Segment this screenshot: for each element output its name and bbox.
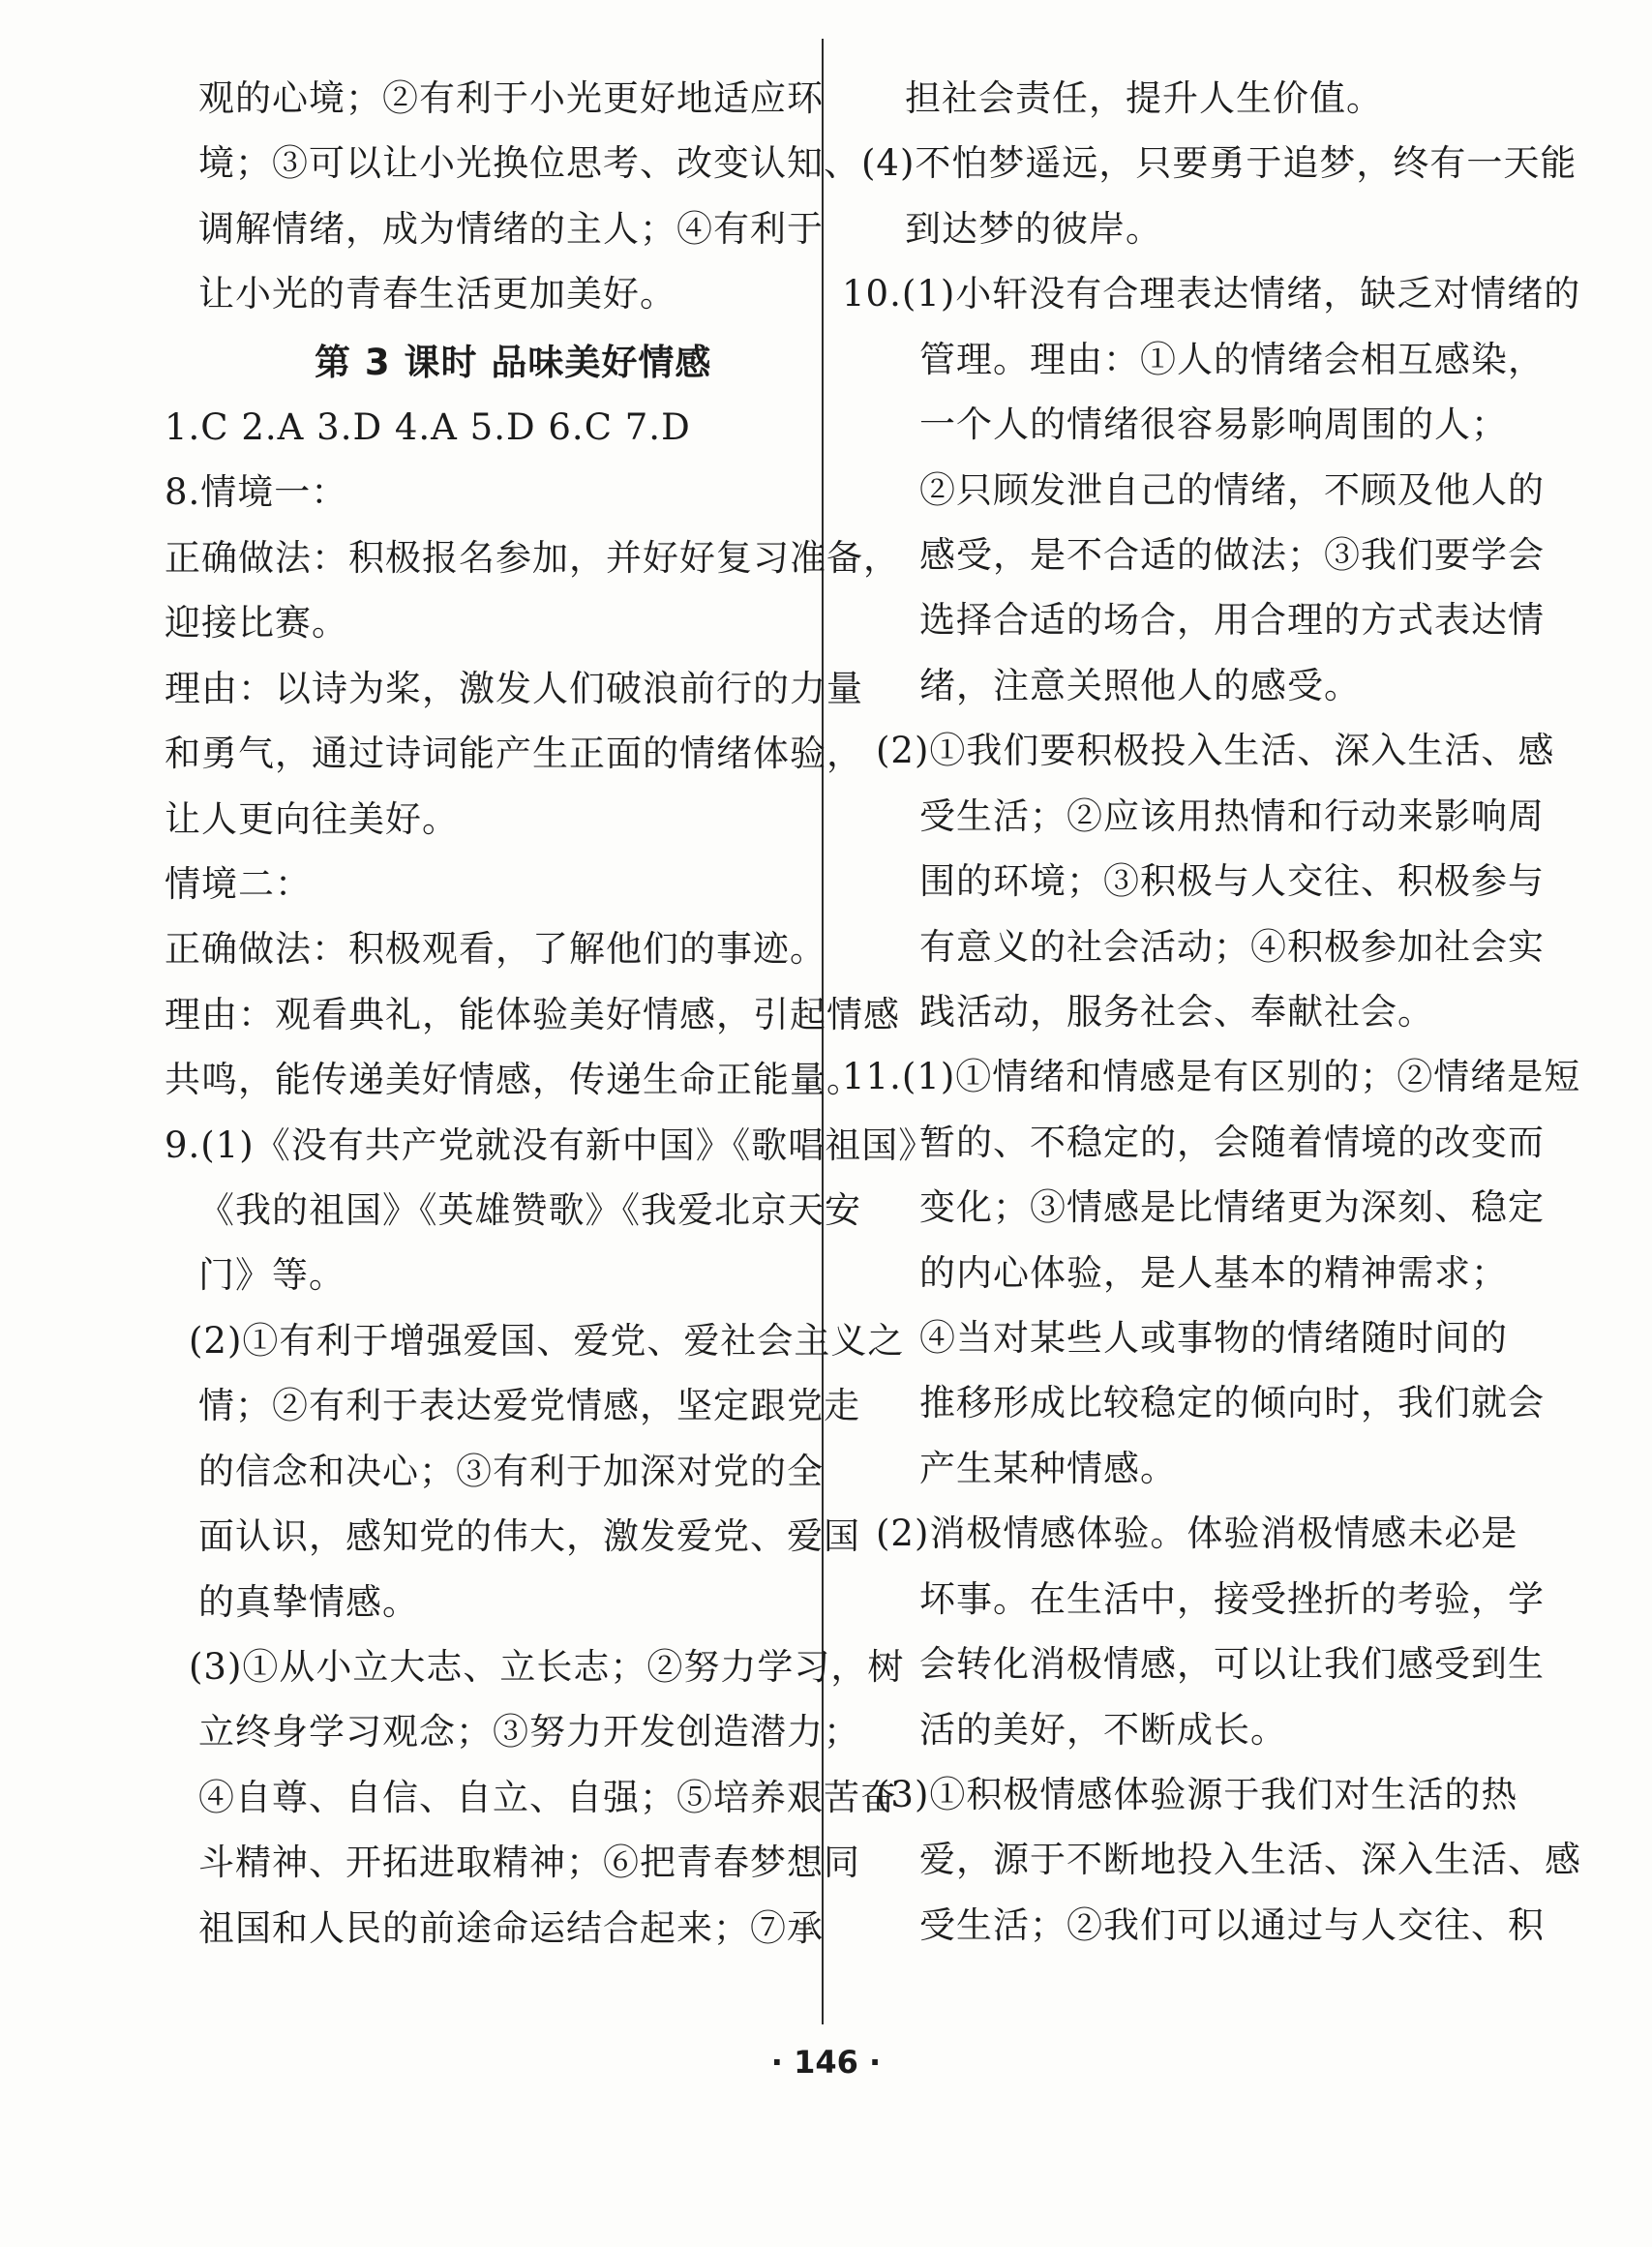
text-line: 绪，注意关照他人的感受。 [919,665,1361,706]
text-line: 理由：观看典礼，能体验美好情感，引起情感 [165,994,900,1035]
text-line: 境；③可以让小光换位思考、改变认知、 [198,142,860,184]
text-line: 祖国和人民的前途命运结合起来；⑦承 [198,1907,824,1949]
text-line: 11.(1)①情绪和情感是有区别的；②情绪是短 [842,1056,1581,1097]
text-line: 共鸣，能传递美好情感，传递生命正能量。 [165,1059,863,1100]
text-line: 到达梦的彼岸。 [905,208,1162,250]
text-line: (2)①有利于增强爱国、爱党、爱社会主义之 [189,1320,905,1362]
text-line: (4)不怕梦遥远，只要勇于追梦，终有一天能 [861,142,1577,184]
text-line: 正确做法：积极观看，了解他们的事迹。 [165,928,826,970]
text-line: ④自尊、自信、自立、自强；⑤培养艰苦奋 [198,1777,897,1818]
text-line: 的真挚情感。 [198,1581,419,1623]
text-line: 一个人的情绪很容易影响周围的人； [919,404,1508,445]
text-line: 的内心体验，是人基本的精神需求； [919,1252,1508,1294]
text-line: ④当对某些人或事物的情绪随时间的 [919,1317,1508,1359]
text-line: 有意义的社会活动；④积极参加社会实 [919,926,1545,968]
text-line: 产生某种情感。 [919,1448,1177,1489]
text-line: 变化；③情感是比情绪更为深刻、稳定 [919,1186,1545,1228]
text-line: 面认识，感知党的伟大，激发爱党、爱国 [198,1515,860,1557]
text-line: 情境二： [165,863,312,905]
text-line: (2)①我们要积极投入生活、深入生活、感 [876,730,1555,771]
text-line: 坏事。在生活中，接受挫折的考验，学 [919,1578,1545,1620]
text-line: 8.情境一： [165,471,348,513]
text-line: 暂的、不稳定的，会随着情境的改变而 [919,1122,1545,1163]
text-line: 爱，源于不断地投入生活、深入生活、感 [919,1839,1581,1880]
text-line: (2)消极情感体验。体验消极情感未必是 [876,1513,1518,1554]
text-line: 《我的祖国》《英雄赞歌》《我爱北京天安 [198,1189,861,1231]
text-line: 正确做法：积极报名参加，并好好复习准备， [165,537,900,579]
text-line: 管理。理由：①人的情绪会相互感染， [919,339,1545,380]
text-line: (3)①积极情感体验源于我们对生活的热 [876,1774,1518,1815]
text-line: 推移形成比较稳定的倾向时，我们就会 [919,1382,1545,1423]
text-line: 9.(1)《没有共产党就没有新中国》《歌唱祖国》 [165,1124,936,1166]
text-line: 让人更向往美好。 [165,798,459,840]
text-line: 活的美好，不断成长。 [919,1709,1287,1751]
text-line: 担社会责任，提升人生价值。 [905,77,1383,119]
text-line: 迎接比赛。 [165,602,348,644]
text-line: 调解情绪，成为情绪的主人；④有利于 [198,208,824,250]
text-line: 选择合适的场合，用合理的方式表达情 [919,599,1545,641]
text-line: 会转化消极情感，可以让我们感受到生 [919,1643,1545,1685]
text-line: 让小光的青春生活更加美好。 [198,273,676,315]
text-line: ②只顾发泄自己的情绪，不顾及他人的 [919,469,1545,511]
text-line: 受生活；②我们可以通过与人交往、积 [919,1904,1545,1946]
text-line: (3)①从小立大志、立长志；②努力学习，树 [189,1646,905,1688]
text-line: 斗精神、开拓进取精神；⑥把青春梦想同 [198,1842,860,1883]
text-line: 理由：以诗为桨，激发人们破浪前行的力量 [165,668,863,709]
section-heading: 第 3 课时 品味美好情感 [315,342,712,383]
text-line: 感受，是不合适的做法；③我们要学会 [919,534,1545,576]
text-line: 践活动，服务社会、奉献社会。 [919,991,1434,1033]
answer-list: 1.C 2.A 3.D 4.A 5.D 6.C 7.D [165,406,691,448]
page-number: · 146 · [770,2044,882,2081]
text-line: 观的心境；②有利于小光更好地适应环 [198,77,824,119]
text-line: 受生活；②应该用热情和行动来影响周 [919,795,1545,837]
text-line: 立终身学习观念；③努力开发创造潜力； [198,1711,860,1753]
text-line: 门》等。 [198,1254,345,1296]
text-line: 的信念和决心；③有利于加深对党的全 [198,1451,824,1492]
text-line: 和勇气，通过诗词能产生正面的情绪体验， [165,733,863,774]
text-line: 围的环境；③积极与人交往、积极参与 [919,860,1545,902]
text-line: 情；②有利于表达爱党情感，坚定跟党走 [198,1385,860,1426]
text-line: 10.(1)小轩没有合理表达情绪，缺乏对情绪的 [842,273,1581,315]
